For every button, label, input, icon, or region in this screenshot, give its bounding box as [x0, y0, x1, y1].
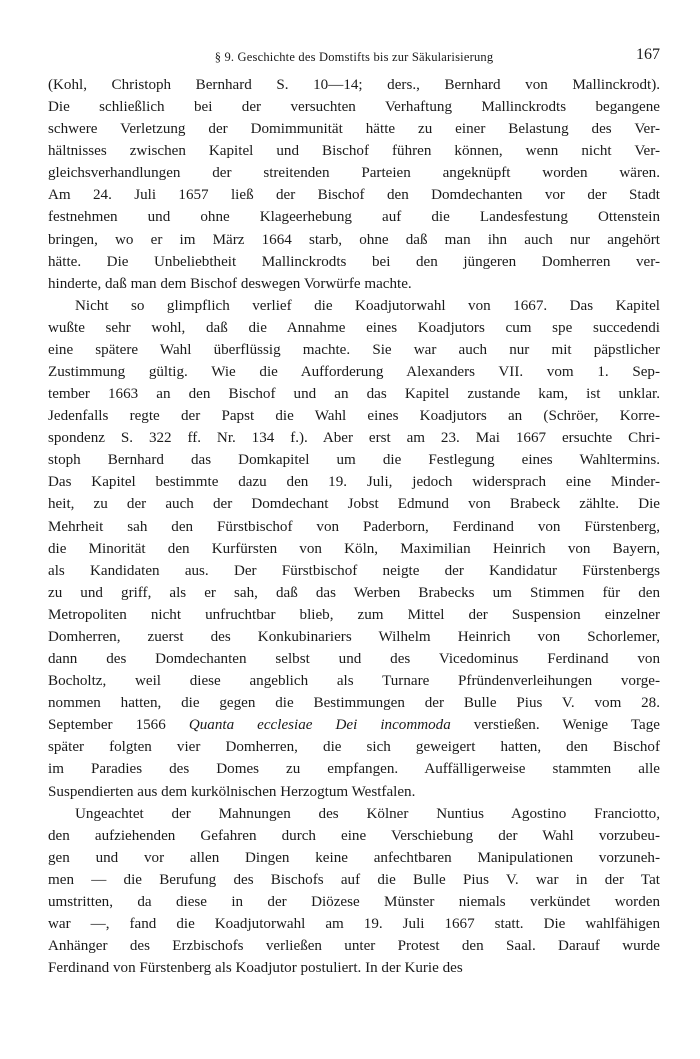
text-line: heit, zu der auch der Domdechant Jobst Edmund von Brabeck zählte. Die: [48, 496, 660, 513]
text-fragment: verstießen. Wenige Tage: [450, 717, 660, 734]
text-line: Nicht so glimpflich verlief die Koadjutorwahl von 1667. Das Kapitel: [75, 297, 660, 314]
text-line: zu und griff, als er sah, daß das Werben Brabecks um Stimmen für den: [48, 584, 660, 601]
text-line: Ferdinand von Fürstenberg als Koadjutor postuliert. In der Kurie des: [48, 960, 463, 977]
text-line: Zustimmung gültig. Wie die Aufforderung Alexanders VII. vom 1. Sep-: [48, 364, 660, 381]
text-line: war —, fand die Koadjutorwahl am 19. Juli 1667 statt. Die wahlfähigen: [48, 915, 660, 932]
text-line: eine spätere Wahl überflüssig machte. Sie war auch nur mit päpstlicher: [48, 341, 660, 358]
paragraph-3: [48, 803, 660, 980]
bull-title: Quanta ecclesiae Dei incommoda: [188, 717, 451, 734]
text-line: umstritten, da diese in der Diözese Münster niemals verkündet worden: [48, 893, 660, 910]
text-line: bringen, wo er im März 1664 starb, ohne daß man ihn auch nur angehört: [48, 231, 660, 248]
text-line-with-title: [48, 714, 660, 736]
text-line: hältnisses zwischen Kapitel und Bischof führen können, wenn nicht Ver-: [48, 143, 660, 160]
text-line: Suspendierten aus dem kurkölnischen Herzogtum Westfalen.: [48, 783, 416, 800]
text-line: Anhänger des Erzbischofs verließen unter Protest den Saal. Darauf wurde: [48, 938, 660, 955]
page-number: 167: [636, 46, 660, 63]
text-line: Domherren, zuerst des Konkubinariers Wilhelm Heinrich von Schorlemer,: [48, 628, 660, 645]
text-line: gleichsverhandlungen der streitenden Parteien angeknüpft worden wären.: [48, 165, 660, 182]
text-line: tember 1663 an den Bischof und an das Kapitel zustande kam, ist unklar.: [48, 386, 660, 403]
text-line: men — die Berufung des Bischofs auf die Bulle Pius V. war in der Tat: [48, 871, 660, 888]
running-title: § 9. Geschichte des Domstifts bis zur Säkularisierung: [214, 50, 494, 64]
text-line: dann des Domdechanten selbst und des Vicedominus Ferdinand von: [48, 651, 660, 668]
text-line: später folgten vier Domherren, die sich geweigert hatten, den Bischof: [48, 739, 660, 756]
text-line: im Paradies des Domes zu empfangen. Auffälligerweise stammten alle: [48, 761, 660, 778]
text-line: Das Kapitel bestimmte dazu den 19. Juli, jedoch widersprach eine Minder-: [48, 474, 660, 491]
text-line: als Kandidaten aus. Der Fürstbischof neigte der Kandidatur Fürstenbergs: [48, 562, 660, 579]
text-line: den aufziehenden Gefahren durch eine Verschiebung der Wahl vorzubeu-: [48, 827, 660, 844]
text-line: Ungeachtet der Mahnungen des Kölner Nuntius Agostino Franciotto,: [75, 805, 660, 822]
text-line: (Kohl, Christoph Bernhard S. 10—14; ders., Bernhard von Mallinckrodt).: [48, 77, 660, 93]
text-line: Bocholtz, weil diese angeblich als Turnare Pfründenverleihungen vorge-: [48, 673, 660, 690]
text-line: spondenz S. 322 ff. Nr. 134 f.). Aber erst am 23. Mai 1667 ersuchte Chri-: [48, 430, 660, 447]
text-line: nommen hatten, die gegen die Bestimmungen der Bulle Pius V. vom 28.: [48, 695, 660, 712]
text-line: die Minorität den Kurfürsten von Köln, Maximilian Heinrich von Bayern,: [48, 540, 660, 557]
paragraph-2: [48, 295, 660, 803]
text-line: gen und vor allen Dingen keine anfechtbaren Manipulationen vorzuneh-: [48, 849, 660, 866]
text-fragment: September 1566: [48, 717, 189, 734]
text-line: hinderte, daß man dem Bischof deswegen Vorwürfe machte.: [48, 275, 412, 292]
text-line: hätte. Die Unbeliebtheit Mallinckrodts bei den jüngeren Domherren ver-: [48, 253, 660, 270]
text-line: Metropoliten nicht unfruchtbar blieb, zum Mittel der Suspension einzelner: [48, 606, 660, 623]
text-line: Mehrheit sah den Fürstbischof von Paderborn, Ferdinand von Fürstenberg,: [48, 518, 660, 535]
text-line: festnehmen und ohne Klageerhebung auf die Landesfestung Ottenstein: [48, 209, 660, 226]
book-page: [48, 44, 660, 979]
text-line: wußte sehr wohl, daß die Annahme eines Koadjutors cum spe succedendi: [48, 319, 660, 336]
text-line: Am 24. Juli 1657 ließ der Bischof den Domdechanten vor der Stadt: [48, 187, 660, 204]
text-line: Die schließlich bei der versuchten Verhaftung Mallinckrodts begangene: [48, 99, 660, 116]
text-line: schwere Verletzung der Domimmunität hätte zu einer Belastung des Ver-: [48, 121, 660, 138]
running-head: [48, 44, 660, 70]
text-line: stoph Bernhard das Domkapitel um die Festlegung eines Wahltermins.: [48, 452, 660, 469]
paragraph-1: [48, 74, 660, 295]
text-line: Jedenfalls regte der Papst die Wahl eines Koadjutors an (Schröer, Korre-: [48, 408, 660, 425]
